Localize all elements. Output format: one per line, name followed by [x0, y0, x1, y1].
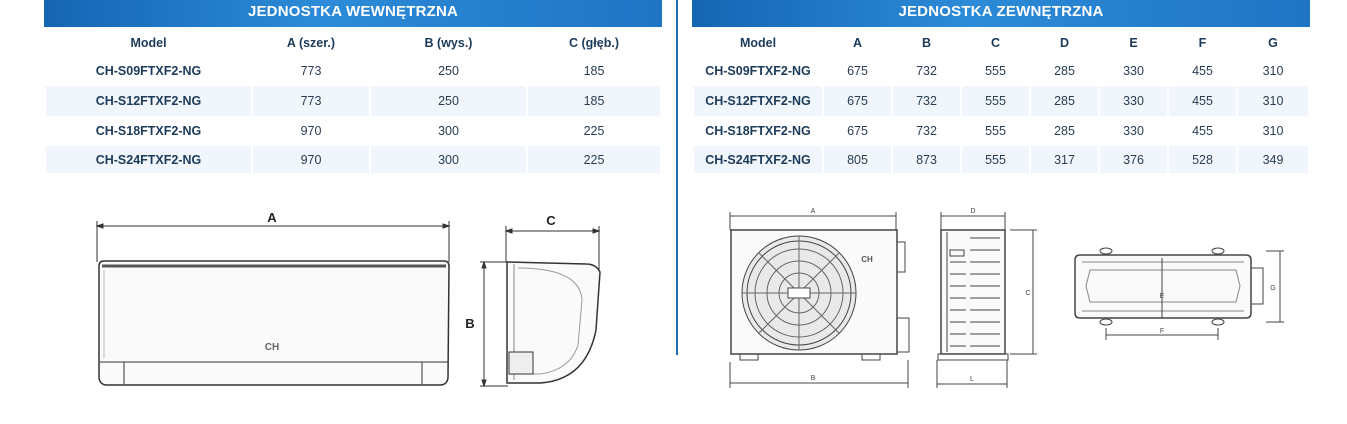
indoor-side-drawing — [480, 226, 600, 386]
table-cell: 455 — [1169, 86, 1236, 116]
brand-logo: CH — [264, 342, 280, 353]
table-cell: 555 — [962, 146, 1029, 173]
table-cell: 285 — [1054, 64, 1075, 78]
table-cell: 675 — [847, 64, 868, 78]
table-cell: 250 — [438, 64, 459, 78]
model-cell: CH-S09FTXF2-NG — [705, 64, 811, 78]
outdoor-side-drawing — [937, 212, 1037, 388]
column-header: Model — [130, 36, 167, 50]
column-header: A — [852, 36, 863, 50]
dimension-label-c: C — [546, 213, 556, 228]
table-cell: 310 — [1262, 64, 1284, 78]
outdoor-brand-logo: CH — [861, 255, 873, 264]
table-cell: 310 — [1238, 86, 1308, 116]
table-cell: 675 — [824, 86, 891, 116]
model-cell: CH-S18FTXF2-NG — [95, 124, 202, 138]
model-cell: CH-S24FTXF2-NG — [694, 146, 822, 173]
column-header: E — [1129, 36, 1138, 50]
table-cell: 185 — [583, 64, 605, 78]
table-cell: 732 — [916, 64, 937, 78]
model-cell: CH-S12FTXF2-NG — [694, 86, 822, 116]
table-cell: 873 — [893, 146, 960, 173]
table-cell: 310 — [1262, 124, 1284, 138]
table-cell: 970 — [253, 146, 369, 173]
model-cell: CH-S09FTXF2-NG — [95, 64, 202, 78]
outdoor-dimension-label-e: E — [1159, 293, 1165, 300]
table-cell: 225 — [528, 146, 660, 173]
table-cell: 285 — [1054, 124, 1075, 138]
model-cell: CH-S24FTXF2-NG — [46, 146, 251, 173]
outdoor-dimension-label-g: G — [1270, 285, 1276, 292]
column-header: Model — [739, 36, 777, 50]
column-header: A (szer.) — [286, 36, 336, 50]
table-cell: 970 — [300, 124, 322, 138]
table-cell: 805 — [824, 146, 891, 173]
column-header: G — [1268, 36, 1278, 50]
table-cell: 528 — [1169, 146, 1236, 173]
table-cell: 285 — [1031, 86, 1098, 116]
table-cell: 732 — [916, 124, 937, 138]
table-cell: 675 — [847, 124, 868, 138]
table-cell: 185 — [528, 86, 660, 116]
table-cell: 225 — [583, 124, 605, 138]
dimension-label-b: B — [465, 316, 475, 331]
model-cell: CH-S12FTXF2-NG — [46, 86, 251, 116]
table-cell: 773 — [253, 86, 369, 116]
table-cell: 555 — [985, 124, 1006, 138]
table-cell: 349 — [1238, 146, 1308, 173]
outdoor-dimension-label-l: L — [970, 376, 974, 383]
outdoor-front-drawing — [730, 212, 909, 388]
table-cell: 732 — [893, 86, 960, 116]
table-cell: 300 — [438, 124, 459, 138]
table-cell: 773 — [300, 64, 322, 78]
outdoor-top-drawing — [1075, 248, 1284, 340]
model-cell: CH-S18FTXF2-NG — [705, 124, 811, 138]
table-cell: 555 — [962, 86, 1029, 116]
indoor-front-drawing — [97, 221, 449, 385]
table-cell: 330 — [1123, 64, 1144, 78]
column-header: F — [1198, 36, 1207, 50]
outdoor-dimension-label-d: D — [970, 208, 976, 215]
outdoor-unit-title: JEDNOSTKA ZEWNĘTRZNA — [692, 0, 1310, 27]
table-cell: 317 — [1031, 146, 1098, 173]
outdoor-dimension-label-a: A — [810, 208, 816, 215]
indoor-unit-title: JEDNOSTKA WEWNĘTRZNA — [44, 0, 662, 27]
outdoor-dimension-label-f: F — [1159, 328, 1165, 335]
dimension-label-a: A — [267, 210, 277, 225]
table-cell: 455 — [1192, 124, 1213, 138]
column-header: C — [990, 36, 1001, 50]
column-header: B — [921, 36, 932, 50]
table-cell: 300 — [371, 146, 526, 173]
table-cell: 330 — [1100, 86, 1167, 116]
outdoor-dimension-label-b: B — [810, 375, 816, 382]
table-cell: 330 — [1123, 124, 1144, 138]
column-header: B (wys.) — [424, 36, 473, 50]
table-cell: 250 — [371, 86, 526, 116]
table-cell: 455 — [1192, 64, 1213, 78]
table-cell: 555 — [985, 64, 1006, 78]
outdoor-dimension-label-c: C — [1025, 290, 1031, 297]
column-header: D — [1059, 36, 1070, 50]
table-cell: 376 — [1100, 146, 1167, 173]
column-header: C (głęb.) — [569, 36, 619, 50]
